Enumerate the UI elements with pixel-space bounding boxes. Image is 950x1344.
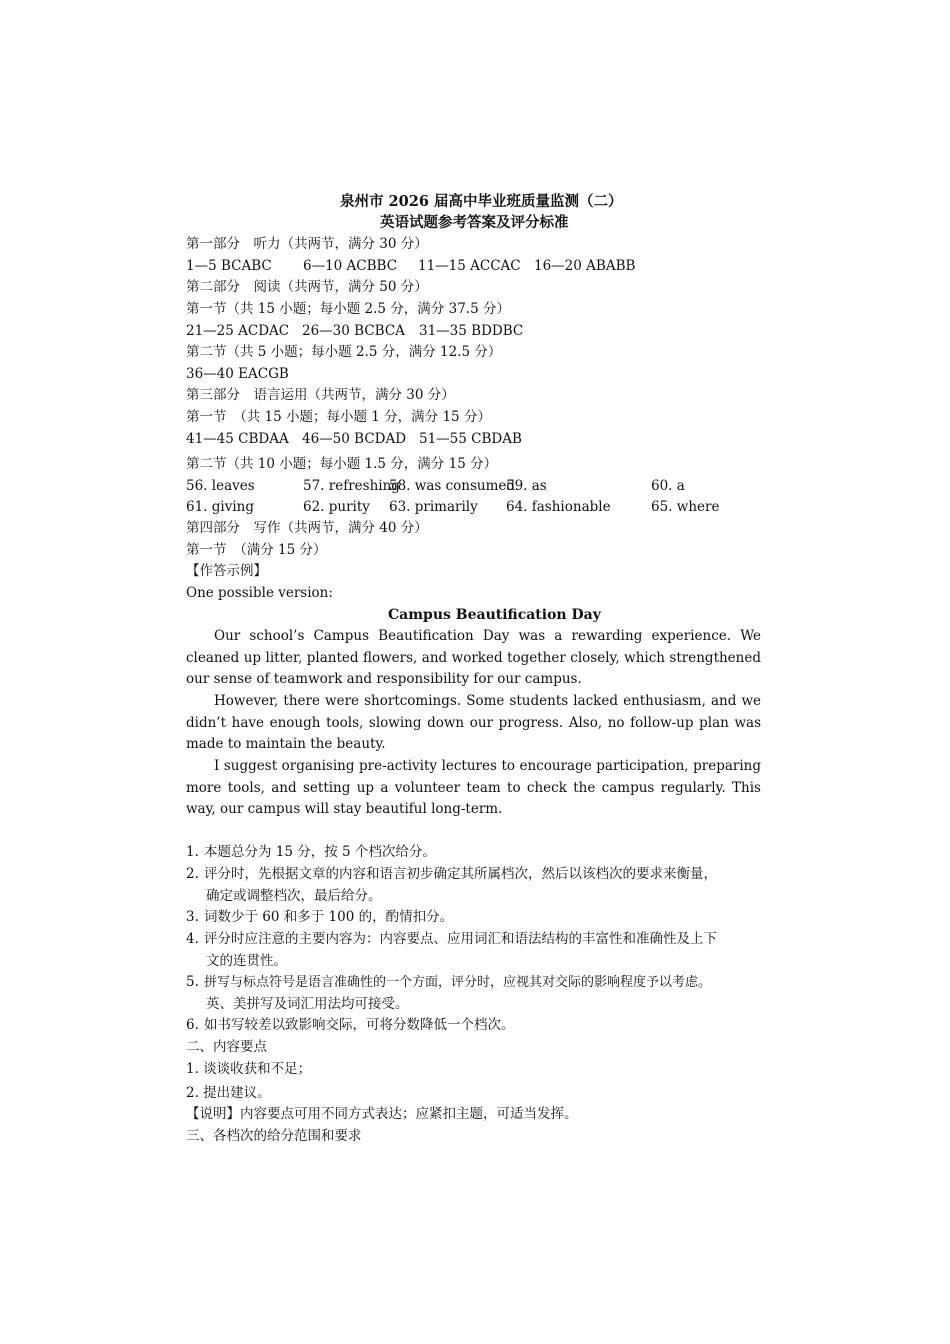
answer-item: 58. was consumed [389,478,516,494]
part4-section1-heading: 第一节 （满分 15 分） [186,542,327,558]
part3-heading: 第三部分 语言运用（共两节，满分 30 分） [186,387,455,403]
rule-continuation: 文的连贯性。 [206,952,287,969]
answer-item: 56. leaves [186,478,255,494]
essay-title: Campus Beautification Day [388,607,601,623]
answer-item: 57. refreshing [303,478,400,494]
answer-group: 1—5 BCABC [186,258,272,274]
rule-number: 5. [186,974,199,990]
document-subtitle: 英语试题参考答案及评分标准 [380,214,569,231]
essay-paragraph: I suggest organising pre-activity lectures to encourage participation, preparing more tools, and setting up a volunteer team to check the campus regularly. This way, our campus will stay beautiful long-term. [186,758,761,818]
rule-number: 1. [186,844,199,860]
rule-text: 拼写与标点符号是语言准确性的一个方面，评分时，应视其对交际的影响程度予以考虑。 [204,975,712,990]
answer-group: 11—15 ACCAC [418,258,521,274]
answer-group: 41—45 CBDAA [186,431,289,447]
part2-heading: 第二部分 阅读（共两节，满分 50 分） [186,279,428,295]
scoring-rule [186,842,766,864]
sample-label: 【作答示例】 [186,563,267,579]
rule-number: 2. [186,866,199,882]
part3-section2-heading: 第二节（共 10 小题；每小题 1.5 分，满分 15 分） [186,456,498,472]
rule-text: 评分时应注意的主要内容为：内容要点、应用词汇和语法结构的丰富性和准确性及上下 [204,931,717,947]
rule-continuation: 确定或调整档次，最后给分。 [206,887,382,904]
rule-number: 3. [186,909,199,925]
answer-item: 60. a [651,478,685,494]
rule-continuation: 英、美拼写及词汇用法均可接受。 [206,995,409,1012]
essay-paragraph: However, there were shortcomings. Some students lacked enthusiasm, and we didn’t have enough tools, slowing down our progress. Also, no follow-up plan was made to maintain the beauty. [186,693,761,753]
answer-group: 6—10 ACBBC [303,258,398,274]
grading-heading: 三、各档次的给分范围和要求 [186,1128,362,1144]
scoring-rule [186,929,766,972]
part3-section1-heading: 第一节 （共 15 小题；每小题 1 分，满分 15 分） [186,409,491,425]
answer-group: 51—55 CBDAB [419,431,522,447]
answer-item: 59. as [506,478,547,494]
answer-item: 65. where [651,499,720,515]
answer-item: 64. fashionable [506,499,611,515]
scoring-rule [186,1015,766,1037]
rule-text: 如书写较差以致影响交际，可将分数降低一个档次。 [204,1017,515,1033]
part4-heading: 第四部分 写作（共两节，满分 40 分） [186,520,428,536]
answer-item: 61. giving [186,499,255,515]
content-point: 2. 提出建议。 [186,1085,271,1101]
answer-group: 36—40 EACGB [186,366,289,382]
rule-text: 评分时，先根据文章的内容和语言初步确定其所属档次，然后以该档次的要求来衡量， [204,866,717,882]
part2-section1-heading: 第一节（共 15 小题；每小题 2.5 分，满分 37.5 分） [186,301,510,317]
answer-item: 63. primarily [389,499,478,515]
part1-heading: 第一部分 听力（共两节，满分 30 分） [186,236,428,252]
scoring-rule [186,864,766,907]
content-points-note: 【说明】内容要点可用不同方式表达；应紧扣主题，可适当发挥。 [186,1106,578,1122]
answer-group: 21—25 ACDAC [186,323,290,339]
scoring-rule [186,907,766,929]
essay-paragraph: Our school’s Campus Beautification Day was a rewarding experience. We cleaned up litter, planted flowers, and worked together closely, which strengthened our sense of teamwork and responsibility for our campus. [186,628,761,688]
rule-text: 本题总分为 15 分，按 5 个档次给分。 [204,844,436,860]
answer-group: 16—20 ABABB [534,258,636,274]
scoring-rule [186,972,766,1015]
rule-number: 4. [186,931,199,947]
rule-text: 词数少于 60 和多于 100 的，酌情扣分。 [204,909,454,925]
rule-number: 6. [186,1017,199,1033]
answer-item: 62. purity [303,499,370,515]
part2-section2-heading: 第二节（共 5 小题；每小题 2.5 分，满分 12.5 分） [186,344,502,360]
content-points-heading: 二、内容要点 [186,1039,267,1055]
answer-group: 46—50 BCDAD [302,431,407,447]
answer-group: 31—35 BDDBC [419,323,524,339]
answer-group: 26—30 BCBCA [302,323,405,339]
version-label: One possible version: [186,585,333,601]
document-title: 泉州市 2026 届高中毕业班质量监测（二） [340,193,623,210]
content-point: 1. 谈谈收获和不足； [186,1061,312,1077]
